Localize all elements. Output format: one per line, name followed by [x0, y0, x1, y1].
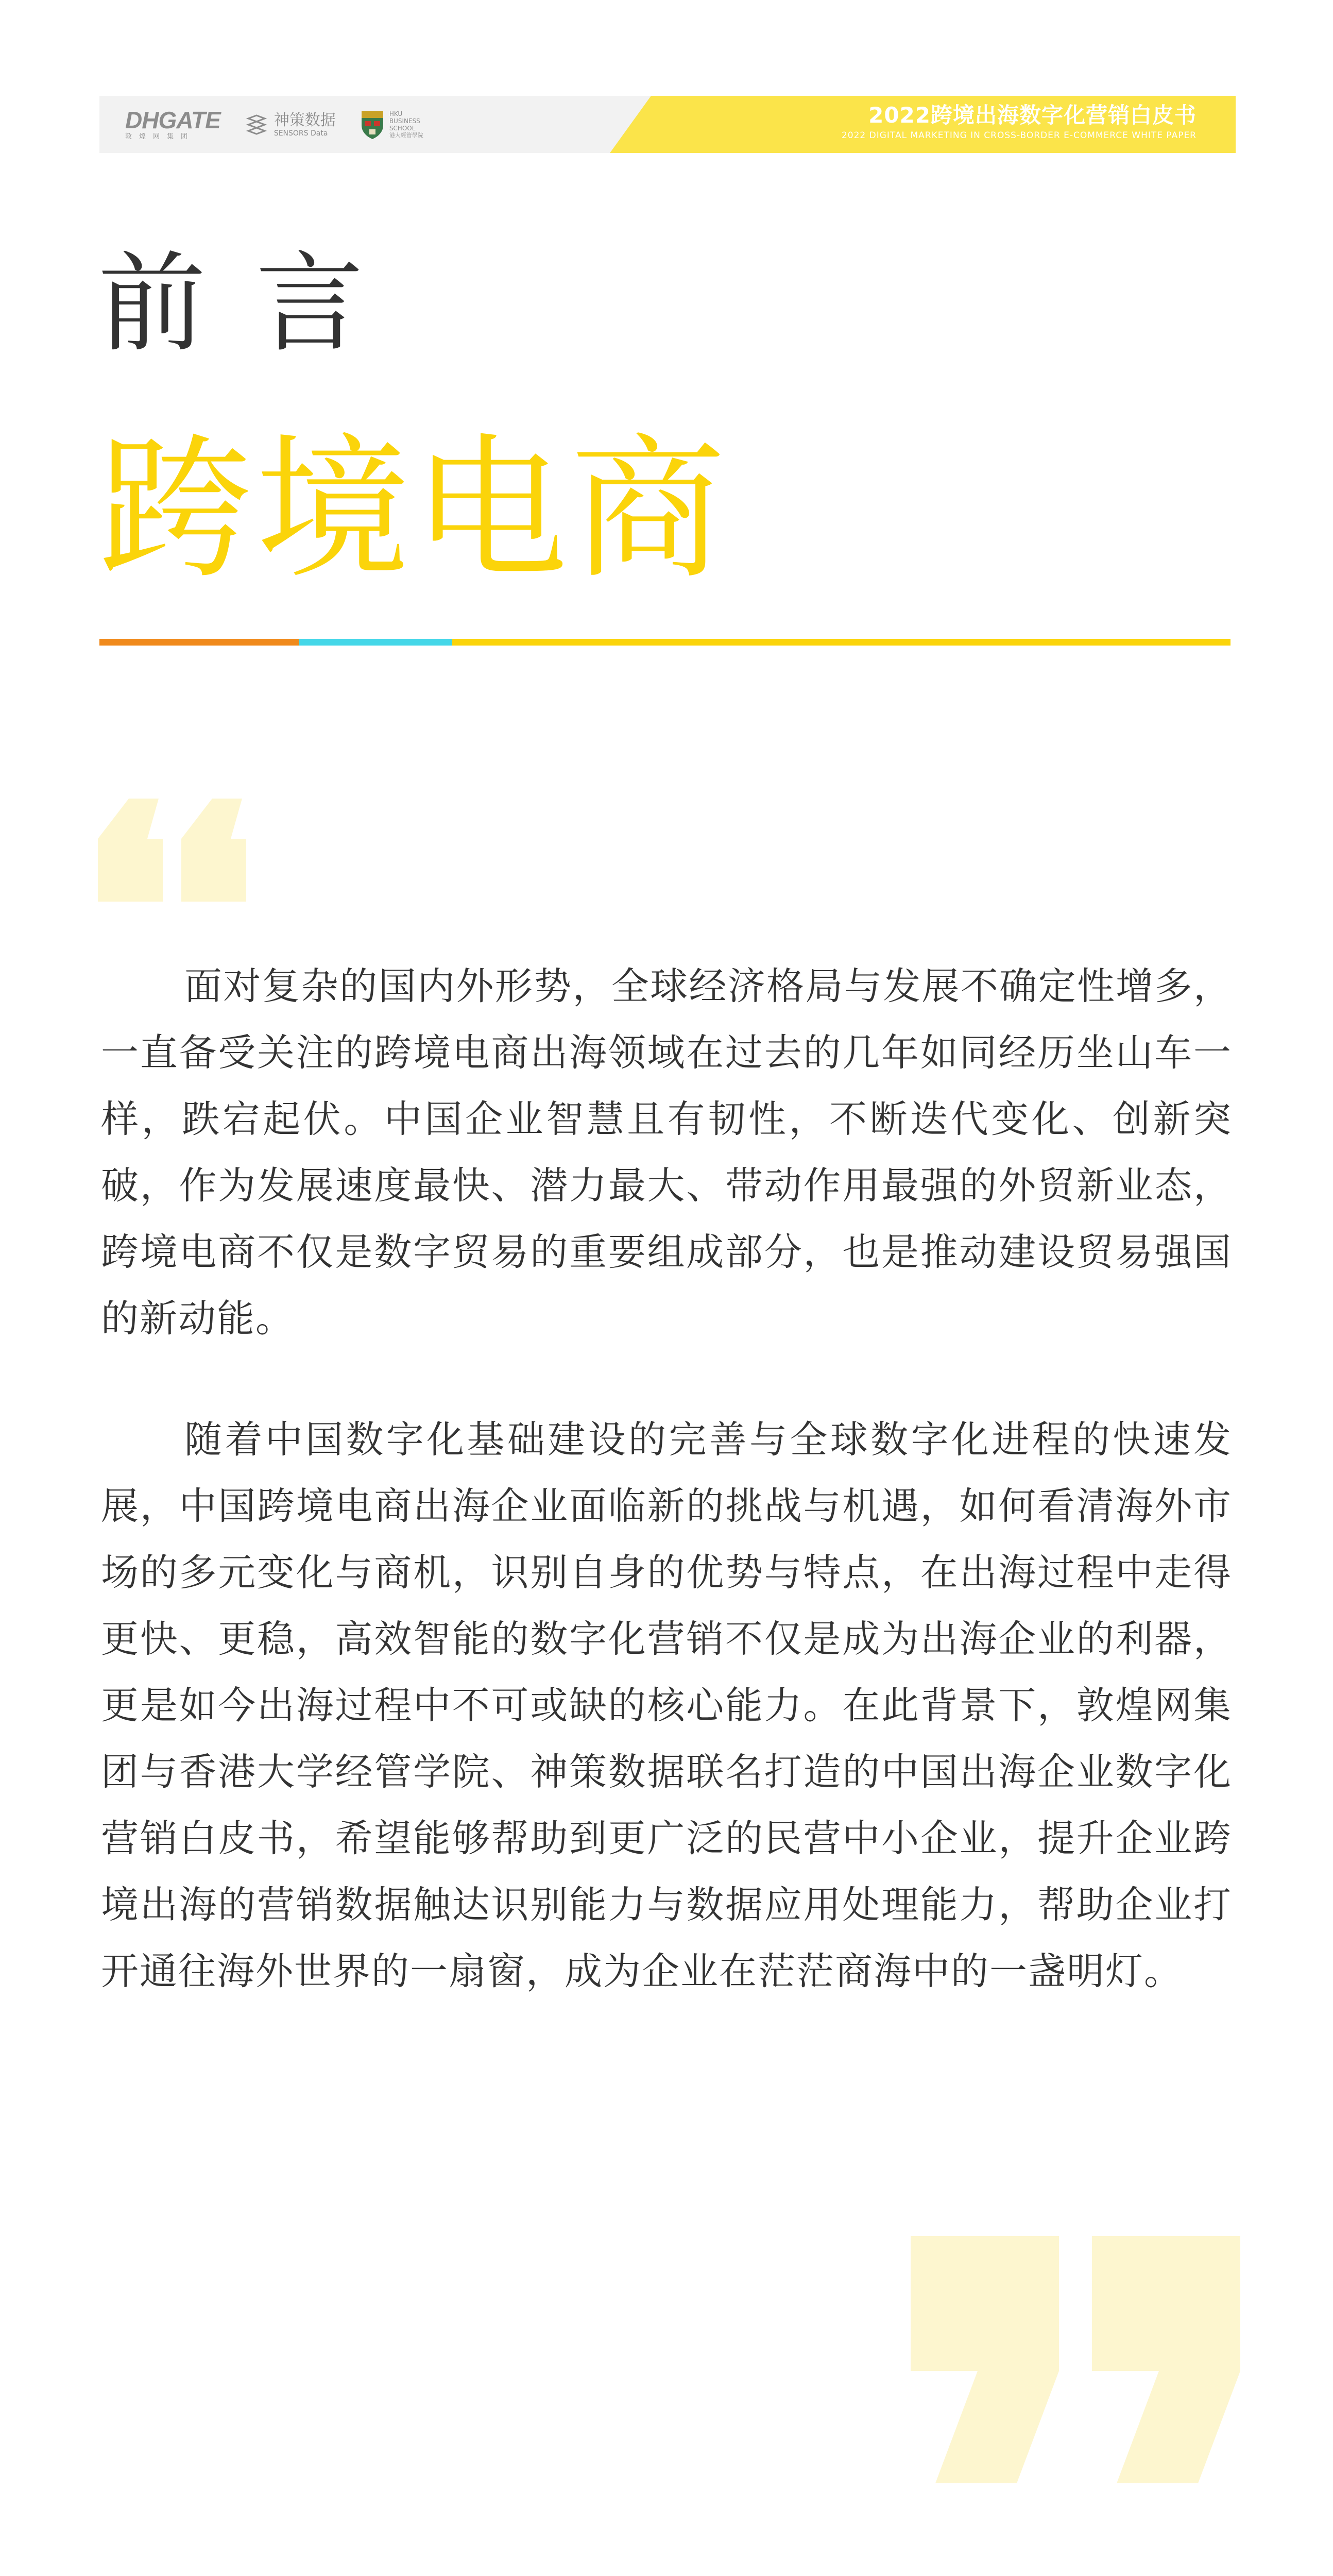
divider-yellow-segment [452, 639, 1231, 646]
hku-logo-line3: SCHOOL [389, 125, 416, 132]
dhgate-logo [125, 108, 220, 141]
hku-logo-cn: 港大經管學院 [389, 132, 423, 139]
sensors-logo-sub: SENSORS Data [274, 129, 328, 138]
hku-shield-icon [361, 110, 384, 140]
hku-logo [361, 110, 423, 140]
divider-orange-segment [99, 639, 299, 646]
paragraph-1: 面对复杂的国内外形势，全球经济格局与发展不确定性增多，一直备受关注的跨境电商出海领域在过去的几年如同经历坐山车一样，跌宕起伏。中国企业智慧且有韧性，不断迭代变化、创新突破，作为发展速度最快、潜力最大、带动作用最强的外贸新业态，跨境电商不仅是数字贸易的重要组成部分，也是推动建设贸易强国的新动能。 [101, 964, 1232, 1341]
paragraph-2: 随着中国数字化基础建设的完善与全球数字化进程的快速发展，中国跨境电商出海企业面临新的挑战与机遇，如何看清海外市场的多元变化与商机，识别自身的优势与特点，在出海过程中走得更快、更稳，高效智能的数字化营销不仅是成为出海企业的利器，更是如今出海过程中不可或缺的核心能力。在此背景下，敦煌网集团与香港大学经管学院、神策数据联名打造的中国出海企业数字化营销白皮书，希望能够帮助到更广泛的民营中小企业，提升企业跨境出海的营销数据触达识别能力与数据应用处理能力，帮助企业打开通往海外世界的一扇窗，成为企业在茫茫商海中的一盏明灯。 [101, 1418, 1232, 1993]
section-title: 跨境电商 [98, 420, 728, 600]
dhgate-logo-sub: 敦煌网集团 [125, 133, 195, 141]
dhgate-logo-word: DHGATE [125, 107, 220, 133]
sensors-mark-icon [245, 113, 268, 136]
open-quote-icon [98, 799, 247, 902]
divider-cyan-segment [299, 639, 452, 646]
section-divider [99, 639, 1231, 646]
logo-row [125, 106, 423, 143]
close-quote-icon [911, 2236, 1240, 2483]
section-label: 前言 [98, 241, 414, 367]
sensors-logo [245, 112, 336, 138]
sensors-logo-word: 神策数据 [274, 111, 336, 129]
hku-logo-line1: HKU [389, 110, 403, 117]
header-subtitle: 2022 DIGITAL MARKETING IN CROSS-BORDER E-COMMERCE WHITE PAPER [841, 130, 1197, 141]
header-bar [99, 96, 1236, 153]
hku-logo-line2: BUSINESS [389, 117, 420, 125]
header-title: 2022跨境出海数字化营销白皮书 [868, 103, 1197, 128]
